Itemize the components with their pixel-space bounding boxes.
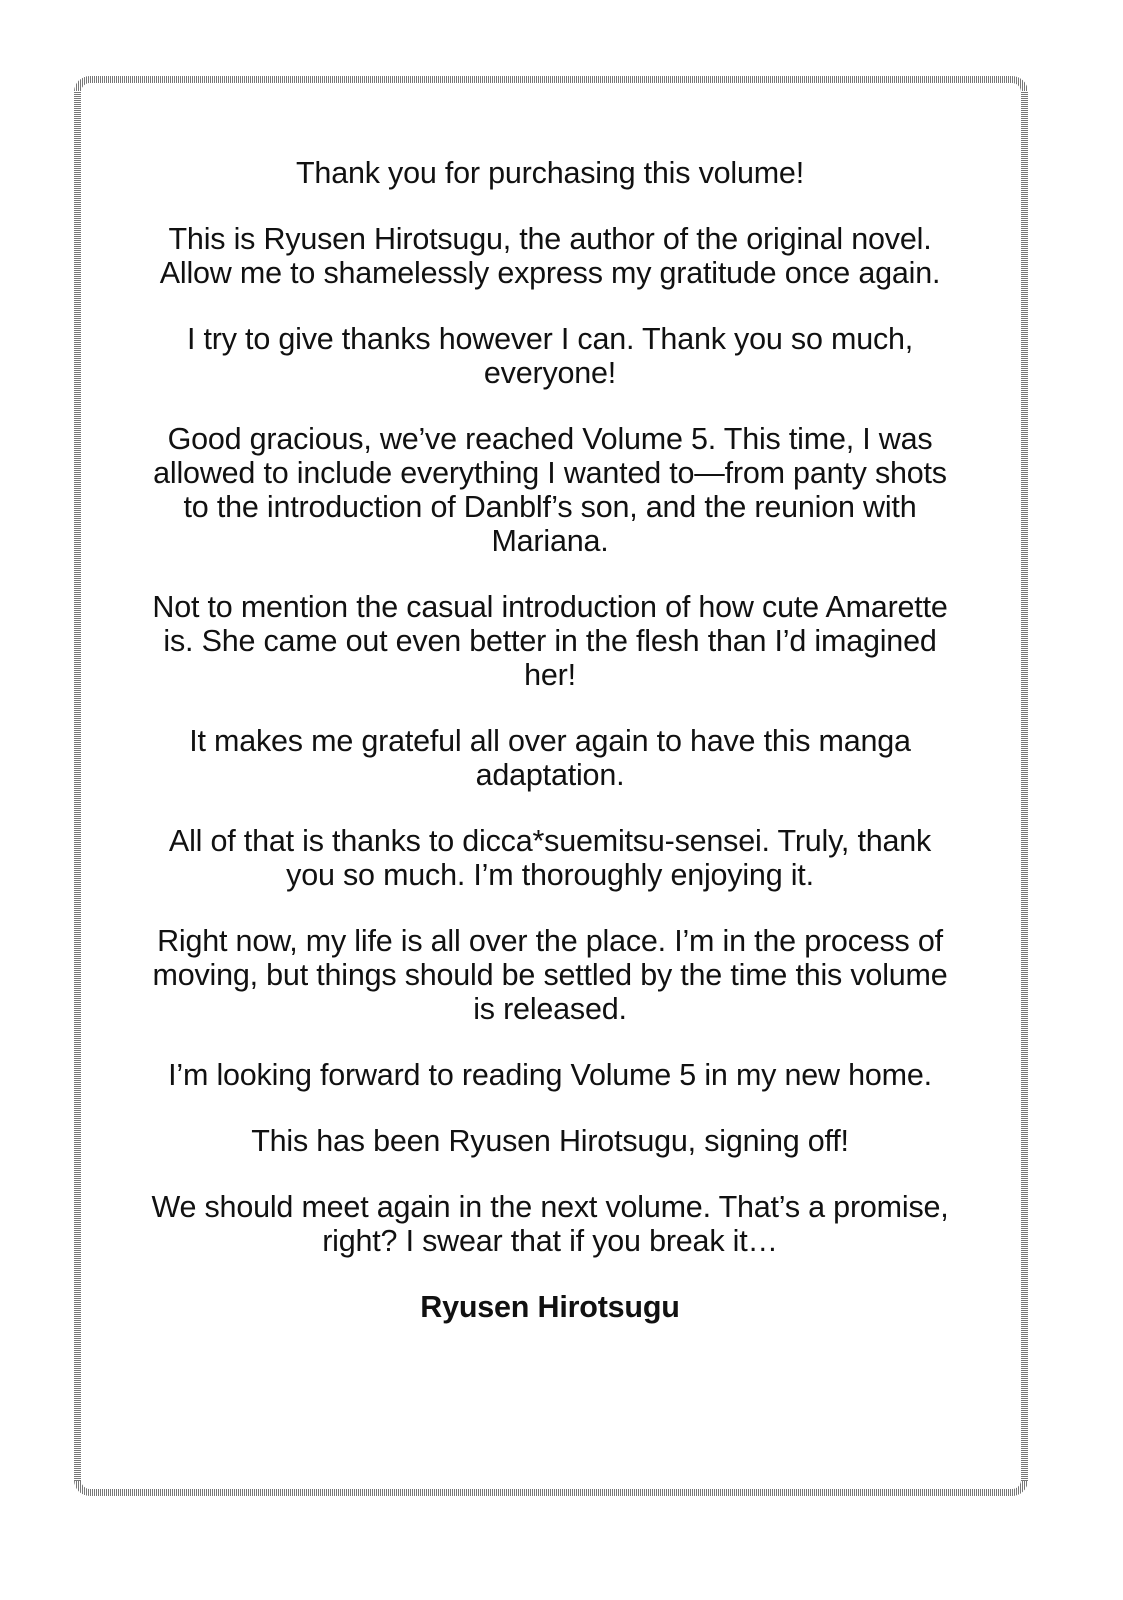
paragraph-4: Good gracious, we’ve reached Volume 5. This time, I was allowed to include everything I wanted to—from panty shots to the introduction of Danblf’s son, and the reunion with Mariana.	[153, 422, 947, 558]
paragraph-5: Not to mention the casual introduction of how cute Amarette is. She came out even better in the flesh than I’d imagined her!	[152, 590, 948, 692]
paragraph-8: Right now, my life is all over the place. I’m in the process of moving, but things should be settled by the time this volume is released.	[152, 924, 948, 1026]
paragraph-7: All of that is thanks to dicca*suemitsu-sensei. Truly, thank you so much. I’m thoroughly enjoying it.	[168, 824, 932, 892]
paragraph-6: It makes me grateful all over again to have this manga adaptation.	[189, 724, 911, 792]
paragraph-10: This has been Ryusen Hirotsugu, signing off!	[251, 1124, 849, 1158]
paragraph-3: I try to give thanks however I can. Thank you so much, everyone!	[186, 322, 914, 390]
border-right	[1021, 91, 1028, 1481]
border-left	[74, 91, 81, 1481]
author-signature: Ryusen Hirotsugu	[420, 1290, 680, 1324]
paragraph-11: We should meet again in the next volume. That’s a promise, right? I swear that if you break it…	[151, 1190, 949, 1258]
paragraph-1: Thank you for purchasing this volume!	[296, 156, 804, 190]
paragraph-2-text: This is Ryusen Hirotsugu, the author of the original novel. Allow me to shamelessly express my gratitude once again.	[159, 222, 941, 290]
paragraph-9: I’m looking forward to reading Volume 5 in my new home.	[168, 1058, 932, 1092]
paragraph-2	[150, 222, 950, 290]
afterword-text-block	[150, 156, 950, 1356]
